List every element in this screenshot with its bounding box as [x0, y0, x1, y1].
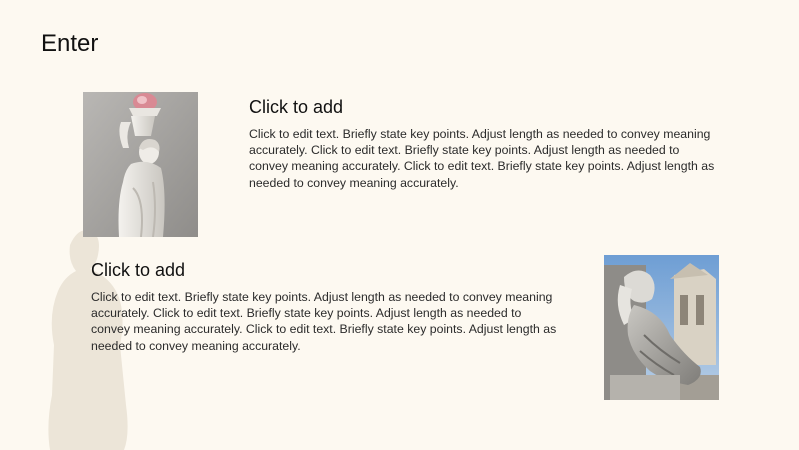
block-body-text[interactable]: Click to edit text. Briefly state key points. Adjust length as needed to convey meaning accurately. Click to edit text. Briefly state key points. Adjust length as needed to convey meaning accurately. Click to edit text. Briefly state key points. Adjust length as needed to convey meaning accurately. [249, 127, 715, 190]
slide-title[interactable]: Enter [41, 30, 99, 57]
statue-photo-1[interactable] [83, 92, 198, 237]
statue-image [83, 92, 198, 237]
block-body-text[interactable]: Click to edit text. Briefly state key points. Adjust length as needed to convey meaning accurately. Click to edit text. Briefly state key points. Adjust length as needed to convey meaning accurately. Click to edit text. Briefly state key points. Adjust length as needed to convey meaning accurately. [91, 290, 557, 353]
statue-photo-2[interactable] [604, 255, 719, 400]
content-block-1[interactable] [249, 96, 719, 191]
content-block-2[interactable] [91, 259, 561, 354]
block-heading[interactable]: Click to add [249, 97, 344, 117]
block-heading[interactable]: Click to add [91, 260, 186, 280]
cemetery-statue-image [604, 255, 719, 400]
